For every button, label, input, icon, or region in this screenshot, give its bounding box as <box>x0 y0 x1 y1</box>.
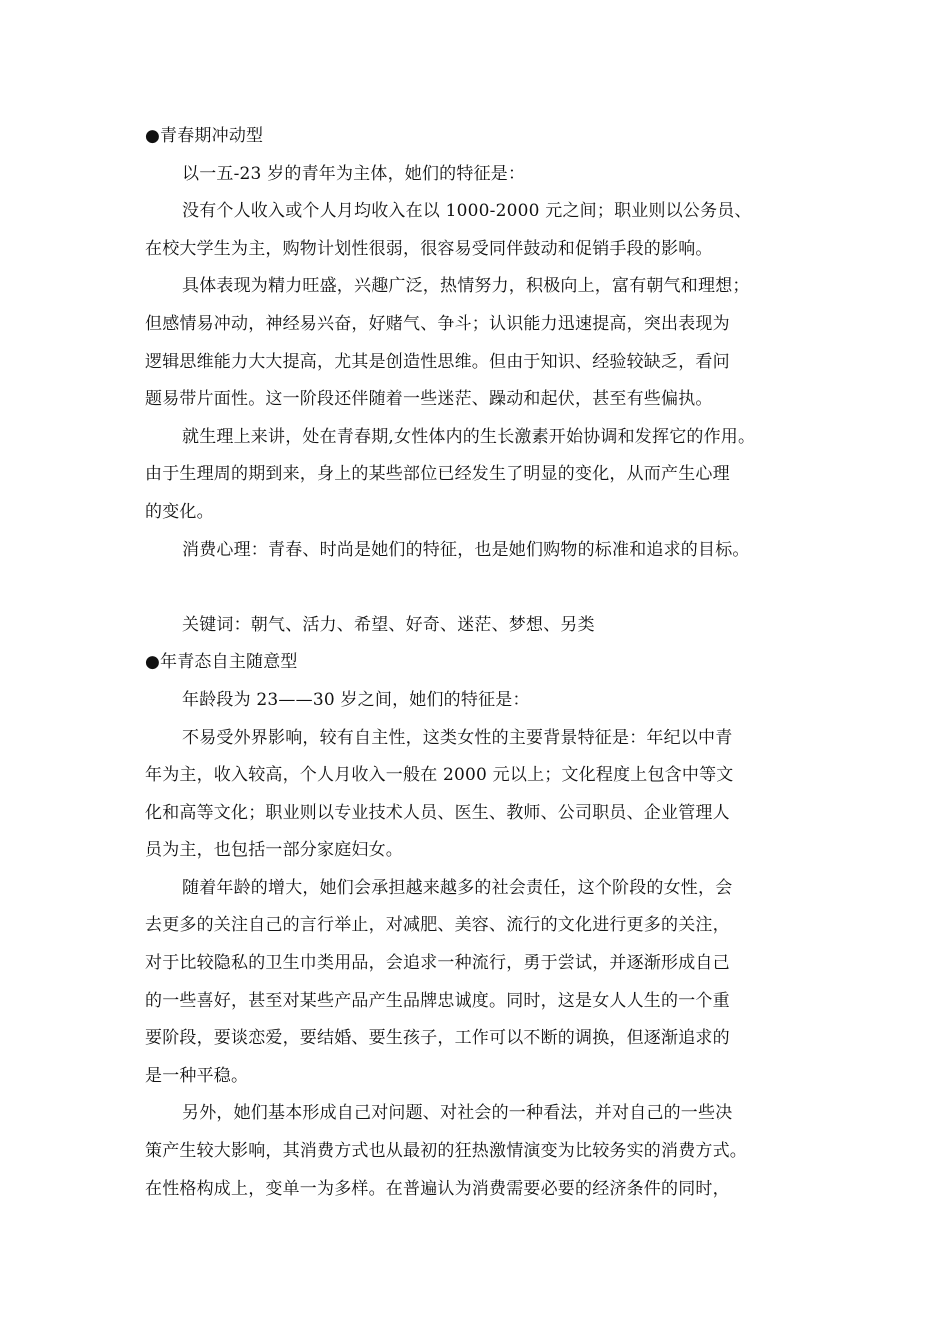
paragraph-line: 另外，她们基本形成自己对问题、对社会的一种看法，并对自己的一些决 <box>182 1103 733 1124</box>
paragraph-line: 策产生较大影响，其消费方式也从最初的狂热激情演变为比较务实的消费方式。 <box>145 1141 747 1162</box>
paragraph-line: 由于生理周的期到来，身上的某些部位已经发生了明显的变化，从而产生心理 <box>145 464 730 485</box>
paragraph-line: 年为主，收入较高，个人月收入一般在 2000 元以上；文化程度上包含中等文 <box>145 765 734 786</box>
paragraph-line: 年龄段为 23——30 岁之间，她们的特征是： <box>182 689 530 710</box>
section-heading-adolescent: ●青春期冲动型 <box>145 126 264 146</box>
paragraph-line: 逻辑思维能力大大提高，尤其是创造性思维。但由于知识、经验较缺乏，看问 <box>145 351 730 372</box>
paragraph-line: 的一些喜好，甚至对某些产品产生品牌忠诚度。同时，这是女人人生的一个重 <box>145 990 730 1011</box>
paragraph-line: 随着年龄的增大，她们会承担越来越多的社会责任，这个阶段的女性，会 <box>182 877 733 898</box>
paragraph-line: 要阶段，要谈恋爱，要结婚、要生孩子，工作可以不断的调换，但逐渐追求的 <box>145 1028 730 1049</box>
paragraph-line: 不易受外界影响，较有自主性，这类女性的主要背景特征是：年纪以中青 <box>182 727 733 748</box>
blank-line <box>145 569 825 607</box>
paragraph-line: 以一五-23 岁的青年为主体，她们的特征是： <box>182 163 526 184</box>
paragraph-line: 消费心理：青春、时尚是她们的特征，也是她们购物的标准和追求的目标。 <box>182 539 750 560</box>
paragraph-line: 具体表现为精力旺盛，兴趣广泛，热情努力，积极向上，富有朝气和理想； <box>182 276 750 297</box>
keywords-line: 关键词：朝气、活力、希望、好奇、迷茫、梦想、另类 <box>182 614 595 635</box>
section-heading-young-adult: ●年青态自主随意型 <box>145 652 298 673</box>
paragraph-line: 化和高等文化；职业则以专业技术人员、医生、教师、公司职员、企业管理人 <box>145 802 730 823</box>
paragraph-line: 就生理上来讲，处在青春期,女性体内的生长激素开始协调和发挥它的作用。 <box>182 426 756 447</box>
paragraph-line: 对于比较隐私的卫生巾类用品，会追求一种流行，勇于尝试，并逐渐形成自己 <box>145 953 730 974</box>
paragraph-line: 在性格构成上，变单一为多样。在普遍认为消费需要必要的经济条件的同时， <box>145 1178 730 1199</box>
paragraph-line: 但感情易冲动，神经易兴奋，好赌气、争斗；认识能力迅速提高，突出表现为 <box>145 313 730 334</box>
paragraph-line: 是一种平稳。 <box>145 1065 249 1086</box>
paragraph-line: 去更多的关注自己的言行举止，对减肥、美容、流行的文化进行更多的关注， <box>145 915 730 936</box>
paragraph-line: 的变化。 <box>145 501 214 522</box>
paragraph-line: 没有个人收入或个人月均收入在以 1000-2000 元之间；职业则以公务员、 <box>182 201 752 222</box>
paragraph-line: 题易带片面性。这一阶段还伴随着一些迷茫、躁动和起伏，甚至有些偏执。 <box>145 389 713 410</box>
document-page <box>145 118 825 1208</box>
paragraph-line: 员为主，也包括一部分家庭妇女。 <box>145 840 403 861</box>
paragraph-line: 在校大学生为主，购物计划性很弱，很容易受同伴鼓动和促销手段的影响。 <box>145 238 713 259</box>
